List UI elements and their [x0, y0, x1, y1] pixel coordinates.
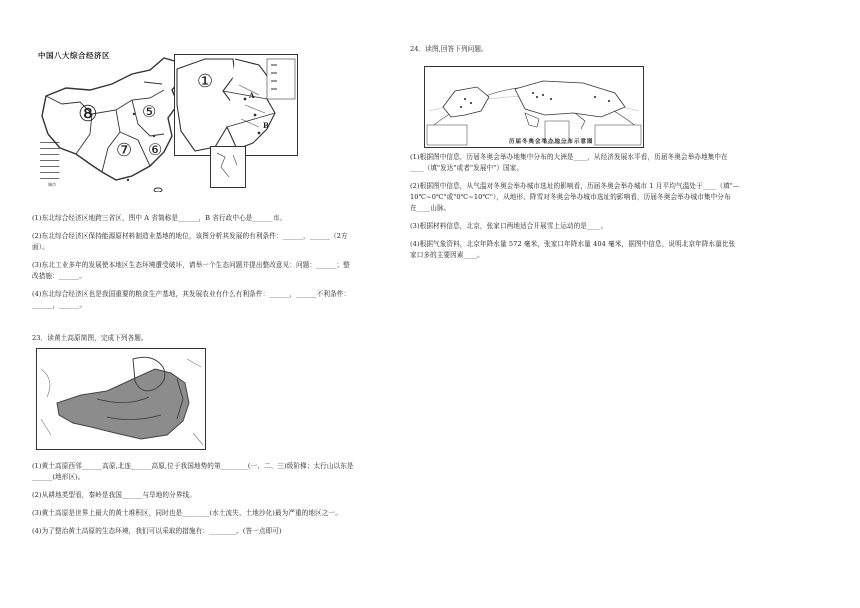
q23-heading: 23．读黄土高原简图，完成下列各题。	[32, 334, 148, 342]
inset-region-1: ①	[197, 71, 214, 92]
south-china-sea-inset	[210, 146, 246, 188]
q24-heading: 24．读图,回答下列问题。	[410, 45, 488, 53]
q24-line-8: 家口多的主要因素____。	[410, 251, 484, 259]
q24-line-3: (2)根据图中信息，从气温对冬奥会举办城市选址的影响看，历届冬奥会举办城市 1 月平均气温处于____（填"—	[410, 182, 740, 190]
q22-line-4: (3)东北工业多年的发展使本地区生态环境遭受破坏，请举一个生态问题并提出整改意见：问题：______；整	[32, 261, 350, 269]
q24-line-1: (1)根据图中信息，历届冬奥会举办地集中分布的大洲是____，从经济发展水平看，历届冬奥会举办地集中在	[410, 153, 728, 161]
map-legend: ━━━━━━━━ ━━━━━━━━ ━━━━━━━━ ━━━━━━━━ ━━━━━━━━ ━━━━━━━━ ━━━━━━━━ 城市	[40, 140, 60, 187]
q23-text	[32, 461, 404, 537]
q24-line-4: 10℃~0℃"或"0℃~10℃"），从地形、降雪对冬奥会举办城市选址的影响看，历届冬奥会举办城市集中分布	[410, 193, 731, 201]
q23-line-2: ______(地形区)。	[32, 473, 85, 481]
q24-line-6: (3)根据材料信息，北京，张家口两地适合开展雪上运动的是____。	[410, 222, 608, 230]
q24-text	[410, 152, 790, 261]
q24-line-5: 在____山脉。	[410, 204, 451, 212]
map-caption: 历届冬奥会举办地分布示意图	[509, 139, 594, 145]
northeast-drawing	[175, 55, 297, 155]
q23-line-5: (4)为了整治黄土高原的生态环境，我们可以采取的措施有：________。(答一点即可)	[32, 527, 282, 535]
q22-line-5: 改措施：______。	[32, 272, 86, 280]
region-number-8: ⑧	[78, 102, 98, 127]
world-map-drawing	[425, 67, 643, 147]
q22-line-7: ______，______。	[32, 301, 87, 309]
label-a: A	[249, 91, 255, 100]
legend-city-label: 城市	[48, 182, 56, 187]
q24-line-7: (4)根据气象资料，北京年降水量 572 毫米，张家口年降水量 404 毫米，据图中信息，说明北京年降水量比张	[410, 240, 736, 248]
loess-drawing	[37, 349, 205, 449]
q23-line-1: (1)黄土高原西邻______高原,北连______高原,位于我国地势的第________(一、二、三)级阶梯；太行山以东是	[32, 462, 354, 470]
northeast-inset-map	[174, 54, 298, 156]
region-number-5: ⑤	[142, 102, 157, 121]
q24-line-2: ____（填"发达"或者"发展中"）国家。	[410, 164, 524, 172]
q22-line-2: (2)东北综合经济区保持能源原材料制造业基地的地位，该图分析其发展的有利条件：______，______（2方	[32, 232, 348, 240]
q22-line-1: (1)东北综合经济区地跨三省区，图中 A 省简称是______，B 省行政中心是______市。	[32, 214, 287, 222]
q23-line-3: (2)从耕地类型看，秦岭是我国______与旱地的分界线。	[32, 491, 196, 499]
q22-text	[32, 213, 404, 311]
q22-line-3: 面）。	[32, 243, 49, 251]
loess-plateau-map	[36, 348, 206, 450]
region-number-7: ⑦	[116, 140, 133, 161]
winter-olympics-map	[424, 66, 644, 148]
label-b: B	[263, 121, 269, 130]
region-number-6: ⑥	[148, 140, 163, 159]
q22-line-6: (4)东北综合经济区也是我国重要的粮食生产基地，其发展农业有什么有利条件：______，______不利条件：	[32, 290, 351, 298]
q23-line-4: (3)黄土高原是世界上最大的黄土堆积区，同时也是________(水土流失、土地沙化)最为严重的地区之一。	[32, 509, 342, 517]
map-title: 中国八大综合经济区	[38, 51, 110, 60]
